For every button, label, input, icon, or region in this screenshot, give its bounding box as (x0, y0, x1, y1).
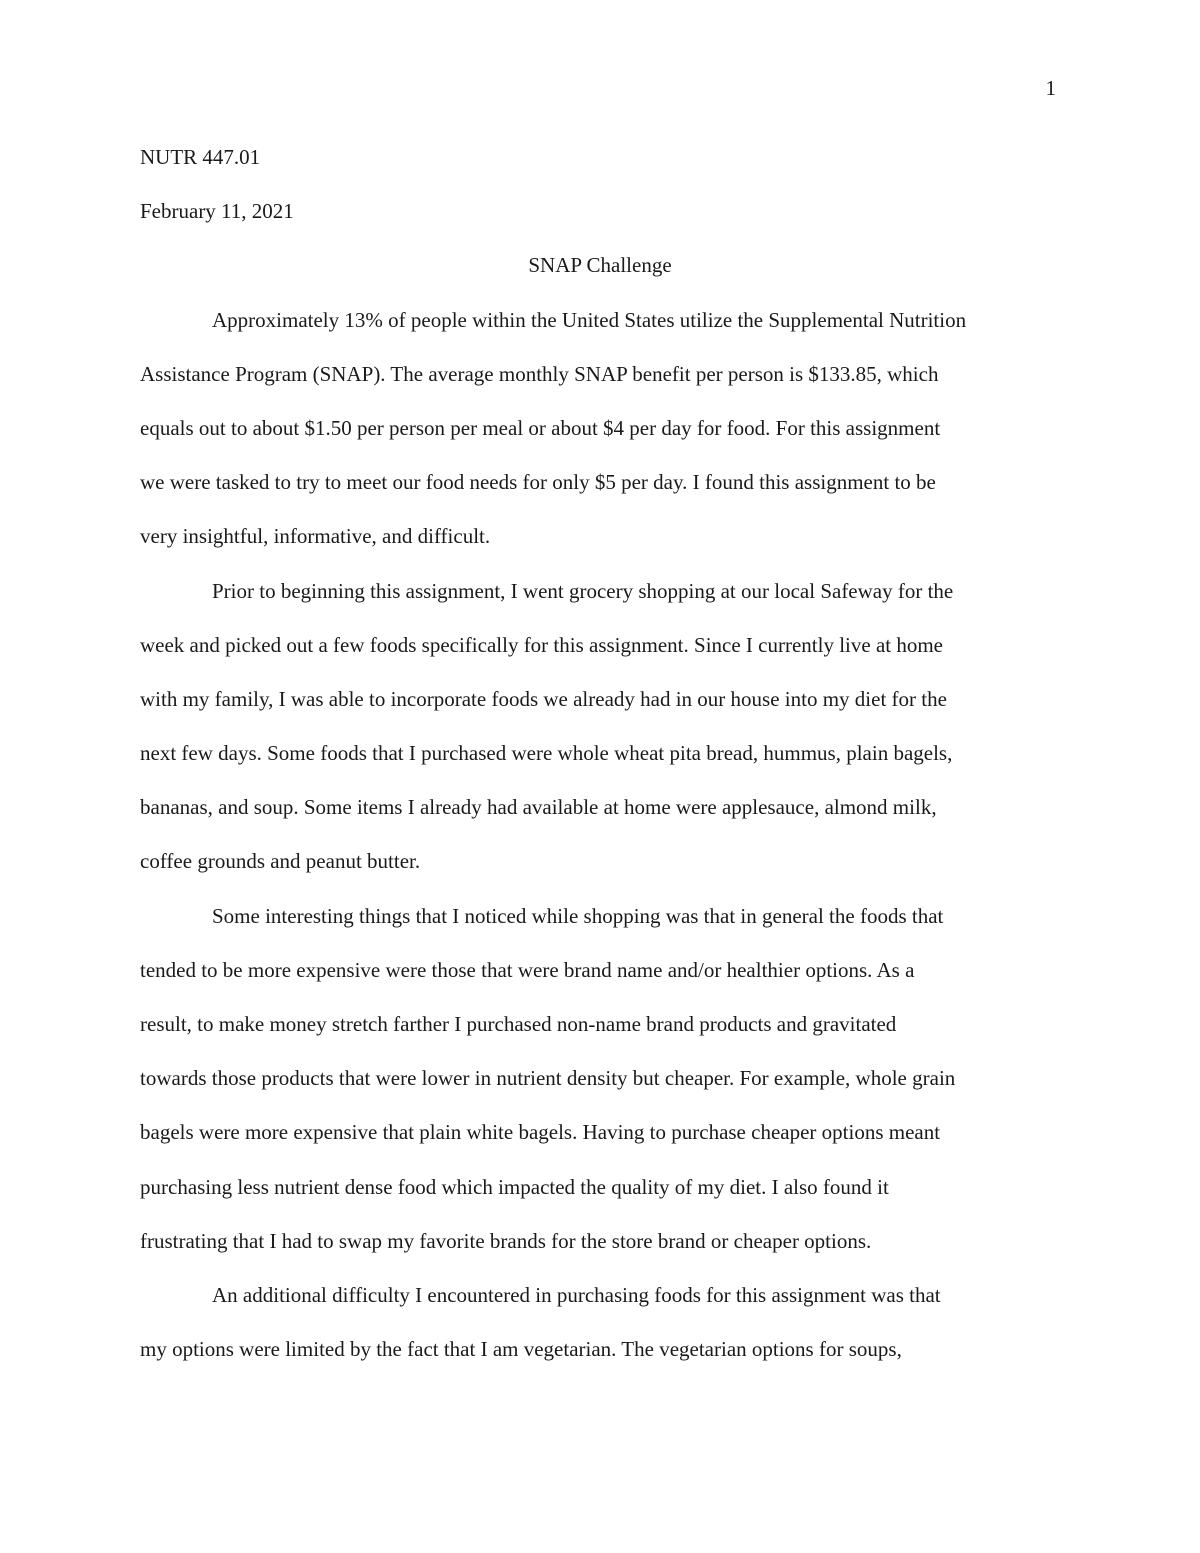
paragraph-line: frustrating that I had to swap my favorite brands for the store brand or cheaper options. (140, 1228, 872, 1253)
paragraph-line: Approximately 13% of people within the United States utilize the Supplemental Nutrition (212, 307, 967, 332)
paragraph-2 (140, 574, 1060, 899)
paragraph-line: towards those products that were lower in nutrient density but cheaper. For example, whole grain (140, 1066, 956, 1091)
paragraph-line: we were tasked to try to meet our food needs for only $5 per day. I found this assignment to be (140, 470, 936, 495)
paragraph-line: very insightful, informative, and difficult. (140, 524, 491, 549)
document-title: SNAP Challenge (528, 253, 672, 278)
paragraph-line: An additional difficulty I encountered in purchasing foods for this assignment was that (212, 1282, 941, 1307)
paragraph-line: with my family, I was able to incorporate foods we already had in our house into my diet for the (140, 686, 947, 711)
paragraph-line: equals out to about $1.50 per person per meal or about $4 per day for food. For this assignment (140, 415, 941, 440)
paragraph-1 (140, 303, 1060, 574)
paragraph-line: week and picked out a few foods specifically for this assignment. Since I currently live at home (140, 632, 944, 657)
course-code: NUTR 447.01 (140, 145, 261, 169)
paragraph-line: bagels were more expensive that plain white bagels. Having to purchase cheaper options meant (140, 1120, 941, 1145)
paragraph-line: result, to make money stretch farther I purchased non-name brand products and gravitated (140, 1012, 897, 1036)
paragraph-line: coffee grounds and peanut butter. (140, 849, 421, 874)
paragraph-line: my options were limited by the fact that I am vegetarian. The vegetarian options for soups, (140, 1337, 902, 1362)
paragraph-line: Some interesting things that I noticed while shopping was that in general the foods that (212, 903, 944, 928)
paragraph-3 (140, 899, 1060, 1278)
document-body (140, 140, 1060, 1386)
paragraph-line: next few days. Some foods that I purchased were whole wheat pita bread, hummus, plain bagels, (140, 741, 953, 766)
paragraph-line: tended to be more expensive were those that were brand name and/or healthier options. As a (140, 957, 915, 982)
paragraph-line: bananas, and soup. Some items I already had available at home were applesauce, almond milk, (140, 795, 937, 820)
paragraph-line: Prior to beginning this assignment, I went grocery shopping at our local Safeway for the (212, 578, 954, 603)
paragraph-line: Assistance Program (SNAP). The average monthly SNAP benefit per person is $133.85, which (140, 361, 939, 386)
paragraph-4 (140, 1278, 1060, 1386)
page-number: 1 (1045, 76, 1056, 100)
paragraph-line: purchasing less nutrient dense food which impacted the quality of my diet. I also found it (140, 1174, 889, 1199)
document-date: February 11, 2021 (140, 199, 294, 224)
